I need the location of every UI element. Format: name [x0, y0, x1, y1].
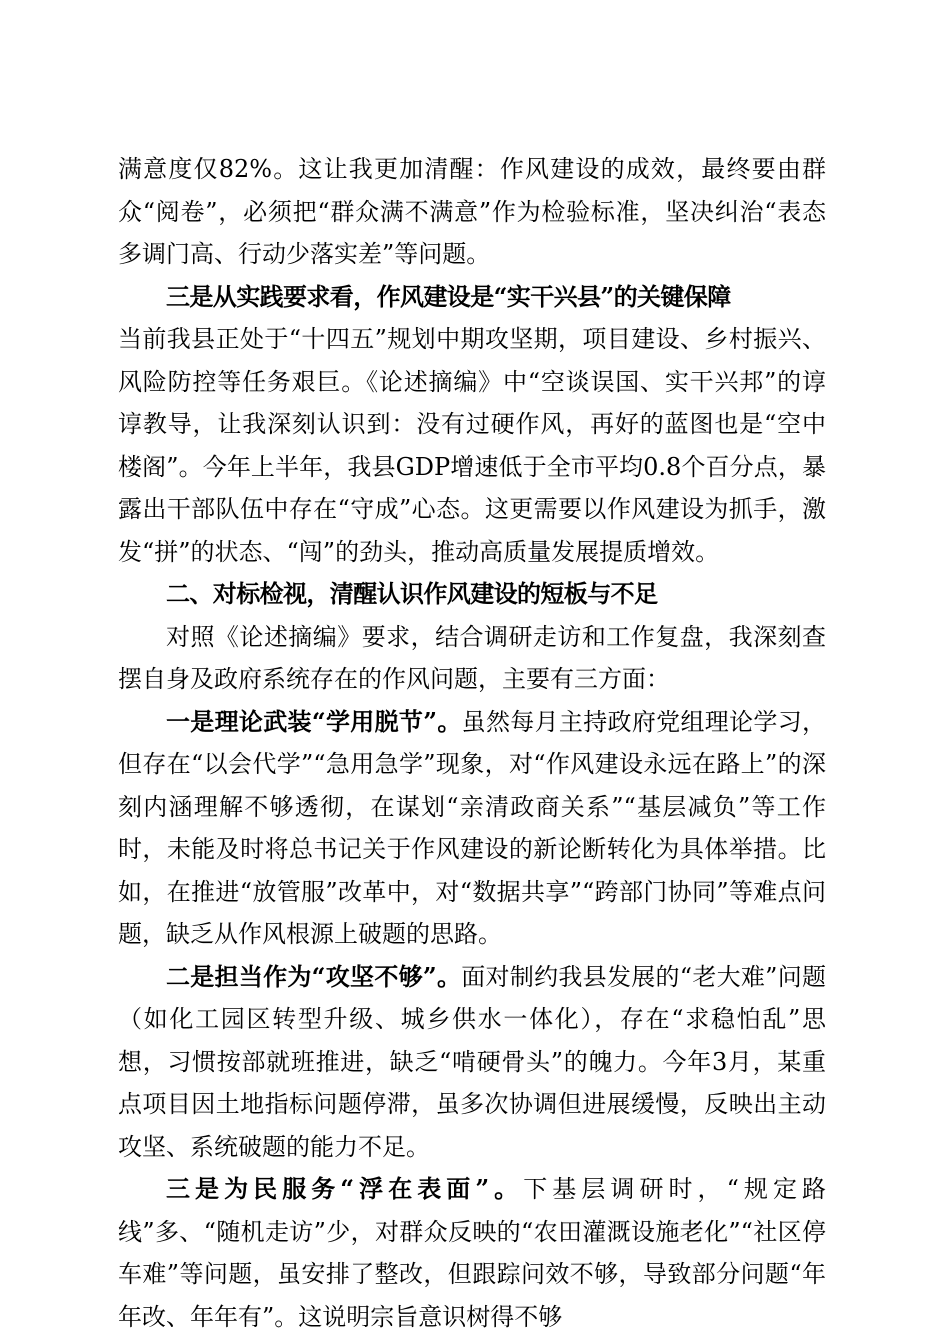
paragraph-intro-problems: 对照《论述摘编》要求，结合调研走访和工作复盘，我深刻查摆自身及政府系统存在的作风问题，主要有三方面：	[118, 622, 826, 693]
paragraph-problem-3	[118, 1168, 826, 1338]
subheading-practice: 三是从实践要求看，作风建设是“实干兴县”的关键保障	[166, 281, 731, 311]
paragraph-satisfaction: 满意度仅82%。这让我更加清醒：作风建设的成效，最终要由群众“阅卷”，必须把“群众满不满意”作为检验标准，坚决纠治“表态多调门高、行动少落实差”等问题。	[118, 155, 826, 268]
paragraph-problem-2	[118, 956, 826, 1169]
problem-3-lead: 三是为民服务“浮在表面”。	[166, 1174, 524, 1203]
paragraph-practice: 当前我县正处于“十四五”规划中期攻坚期，项目建设、乡村振兴、风险防控等任务艰巨。《论述摘编》中“空谈误国、实干兴邦”的谆谆教导，让我深刻认识到：没有过硬作风，再好的蓝图也是“空中楼阁”。今年上半年，我县GDP增速低于全市平均0.8个百分点，暴露出干部队伍中存在“守成”心态。这更需要以作风建设为抓手，激发“拼”的状态、“闯”的劲头，推动高质量发展提质增效。	[118, 325, 826, 566]
section-heading-2: 二、对标检视，清醒认识作风建设的短板与不足	[166, 579, 658, 608]
problem-1-body: 虽然每月主持政府党组理论学习，但存在“以会代学”“急用急学”现象，对“作风建设永远在路上”的深刻内涵理解不够透彻，在谋划“亲清政商关系”“基层减负”等工作时，未能及时将总书记关于作风建设的新论断转化为具体举措。比如，在推进“放管服”改革中，对“数据共享”“跨部门协同”等难点问题，缺乏从作风根源上破题的思路。	[118, 707, 827, 948]
problem-2-body: 面对制约我县发展的“老大难”问题（如化工园区转型升级、城乡供水一体化），存在“求稳怕乱”思想，习惯按部就班推进，缺乏“啃硬骨头”的魄力。今年3月，某重点项目因土地指标问题停滞，虽多次协调但进展缓慢，反映出主动攻坚、系统破题的能力不足。	[118, 962, 827, 1161]
document-page	[118, 148, 826, 1338]
problem-3-body: 下基层调研时，“规定路线”多、“随机走访”少，对群众反映的“农田灌溉设施老化”“社区停车难”等问题，虽安排了整改，但跟踪问效不够，导致部分问题“年年改、年年有”。这说明宗旨意识树得不够	[118, 1175, 827, 1331]
problem-1-lead: 一是理论武装“学用脱节”。	[166, 706, 462, 736]
problem-2-lead: 二是担当作为“攻坚不够”。	[166, 961, 462, 991]
paragraph-problem-1	[118, 701, 826, 956]
